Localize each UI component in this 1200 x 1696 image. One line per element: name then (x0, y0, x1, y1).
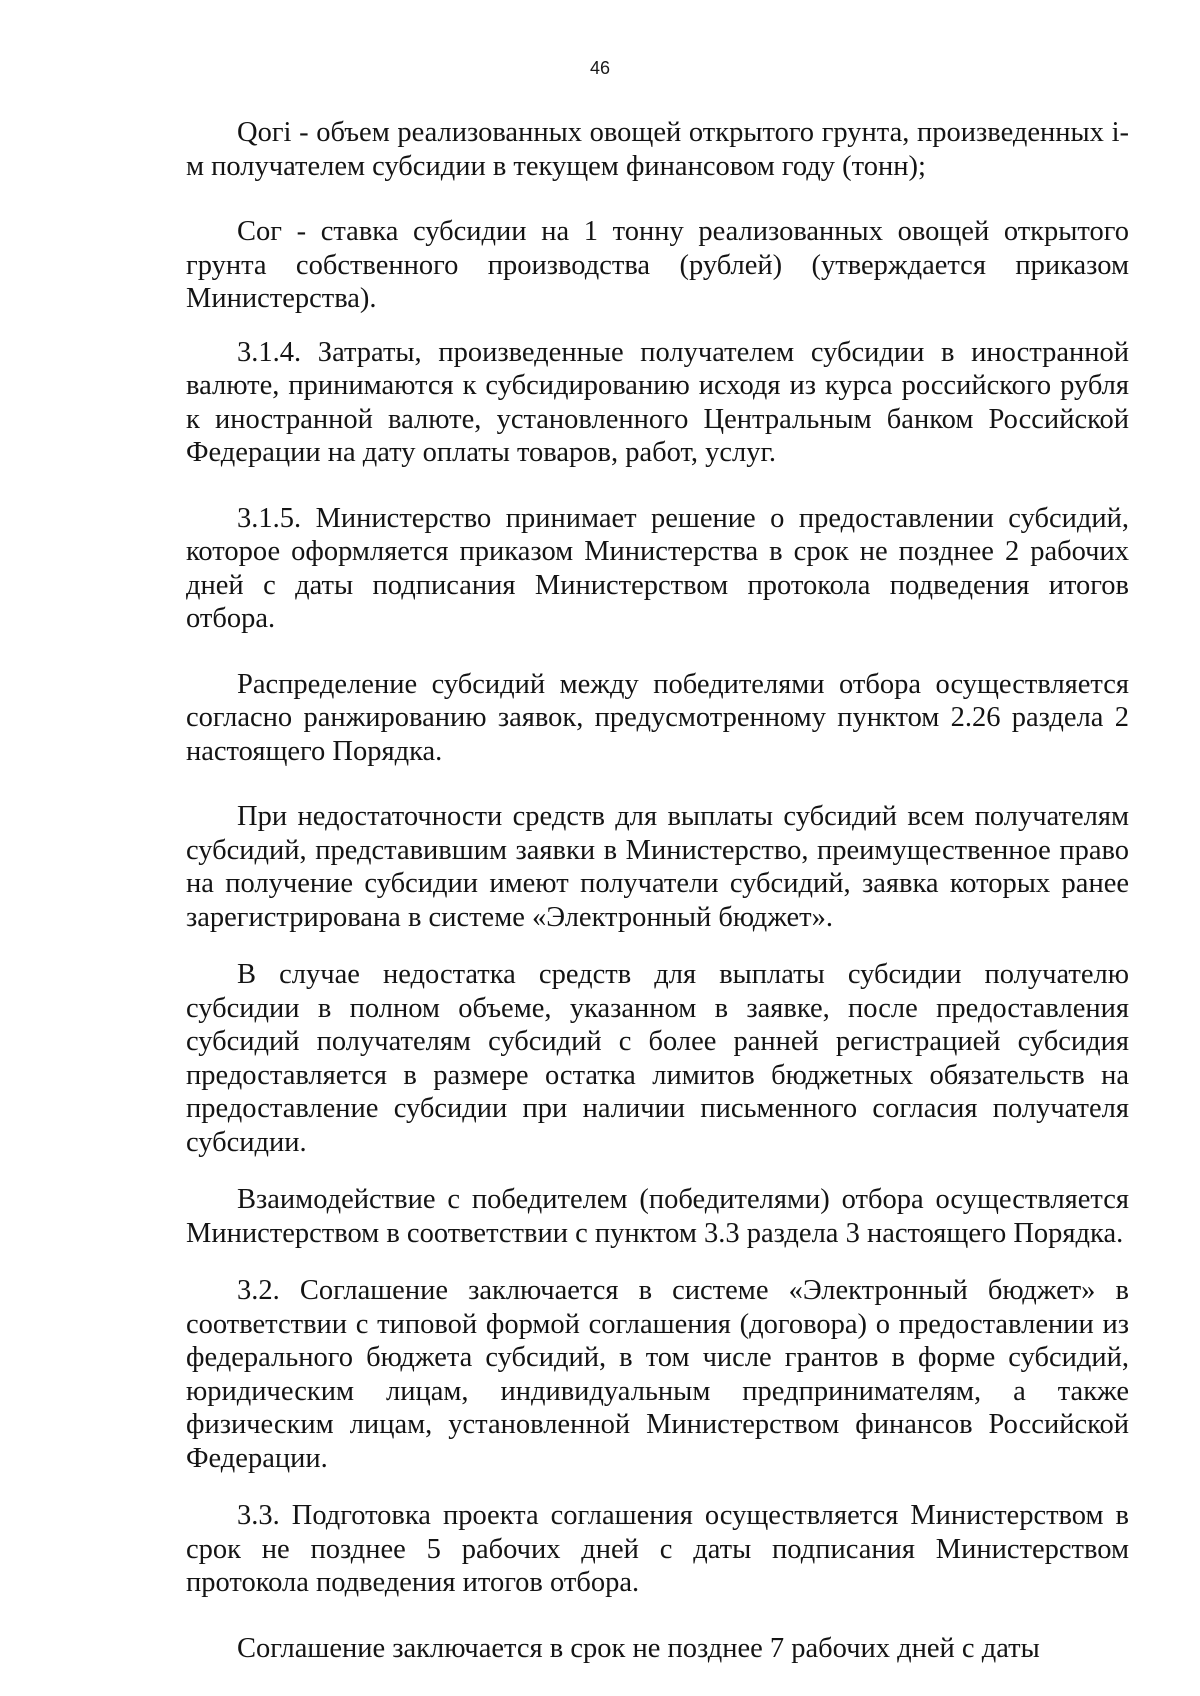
paragraph-3-3: 3.3. Подготовка проекта соглашения осуществляется Министерством в срок не позднее 5 рабочих дней с даты подписания Министерством протокола подведения итогов отбора. (186, 1500, 1129, 1598)
document-body (186, 116, 1129, 1665)
paragraph-agreement-term: Соглашение заключается в срок не позднее 7 рабочих дней с даты (237, 1632, 1040, 1664)
paragraph-3-1-4: 3.1.4. Затраты, произведенные получателем субсидии в иностранной валюте, принимаются к субсидированию исходя из курса российского рубля к иностранной валюте, установленного Центральным банком Российской Федерации на дату оплаты товаров, работ, услуг. (186, 336, 1129, 468)
paragraph-interaction: Взаимодействие с победителем (победителями) отбора осуществляется Министерством в соответствии с пунктом 3.3 раздела 3 настоящего Порядка. (186, 1184, 1129, 1249)
paragraph-qogi-definition: Qогi - объем реализованных овощей открытого грунта, произведенных i-м получателем субсидии в текущем финансовом году (тонн); (186, 117, 1129, 182)
paragraph-cog-definition: Cог - ставка субсидии на 1 тонну реализованных овощей открытого грунта собственного производства (рублей) (утверждается приказом Министерства). (186, 216, 1129, 314)
paragraph-3-2: 3.2. Соглашение заключается в системе «Электронный бюджет» в соответствии с типовой формой соглашения (договора) о предоставлении из федерального бюджета субсидий, в том числе грантов в форме субсидий, юридическим лицам, индивидуальным предпринимателям, а также физическим лицам, установленной Министерством финансов Российской Федерации. (186, 1275, 1129, 1474)
paragraph-distribution: Распределение субсидий между победителями отбора осуществляется согласно ранжированию заявок, предусмотренному пунктом 2.26 раздела 2 настоящего Порядка. (186, 668, 1129, 767)
page-number: 46 (589, 58, 611, 78)
paragraph-3-1-5: 3.1.5. Министерство принимает решение о предоставлении субсидий, которое оформляется приказом Министерства в срок не позднее 2 рабочих дней с даты подписания Министерством протокола подведения итогов отбора. (186, 502, 1129, 634)
paragraph-shortage: В случае недостатка средств для выплаты субсидии получателю субсидии в полном объеме, указанном в заявке, после предоставления субсидий получателям субсидий с более ранней регистрацией субсидия предоставляется в размере остатка лимитов бюджетных обязательств на предоставление субсидии при наличии письменного согласия получателя субсидии. (186, 959, 1129, 1158)
paragraph-insufficiency: При недостаточности средств для выплаты субсидий всем получателям субсидий, представившим заявки в Министерство, преимущественное право на получение субсидии имеют получатели субсидий, заявка которых ранее зарегистрирована в системе «Электронный бюджет». (186, 801, 1129, 933)
